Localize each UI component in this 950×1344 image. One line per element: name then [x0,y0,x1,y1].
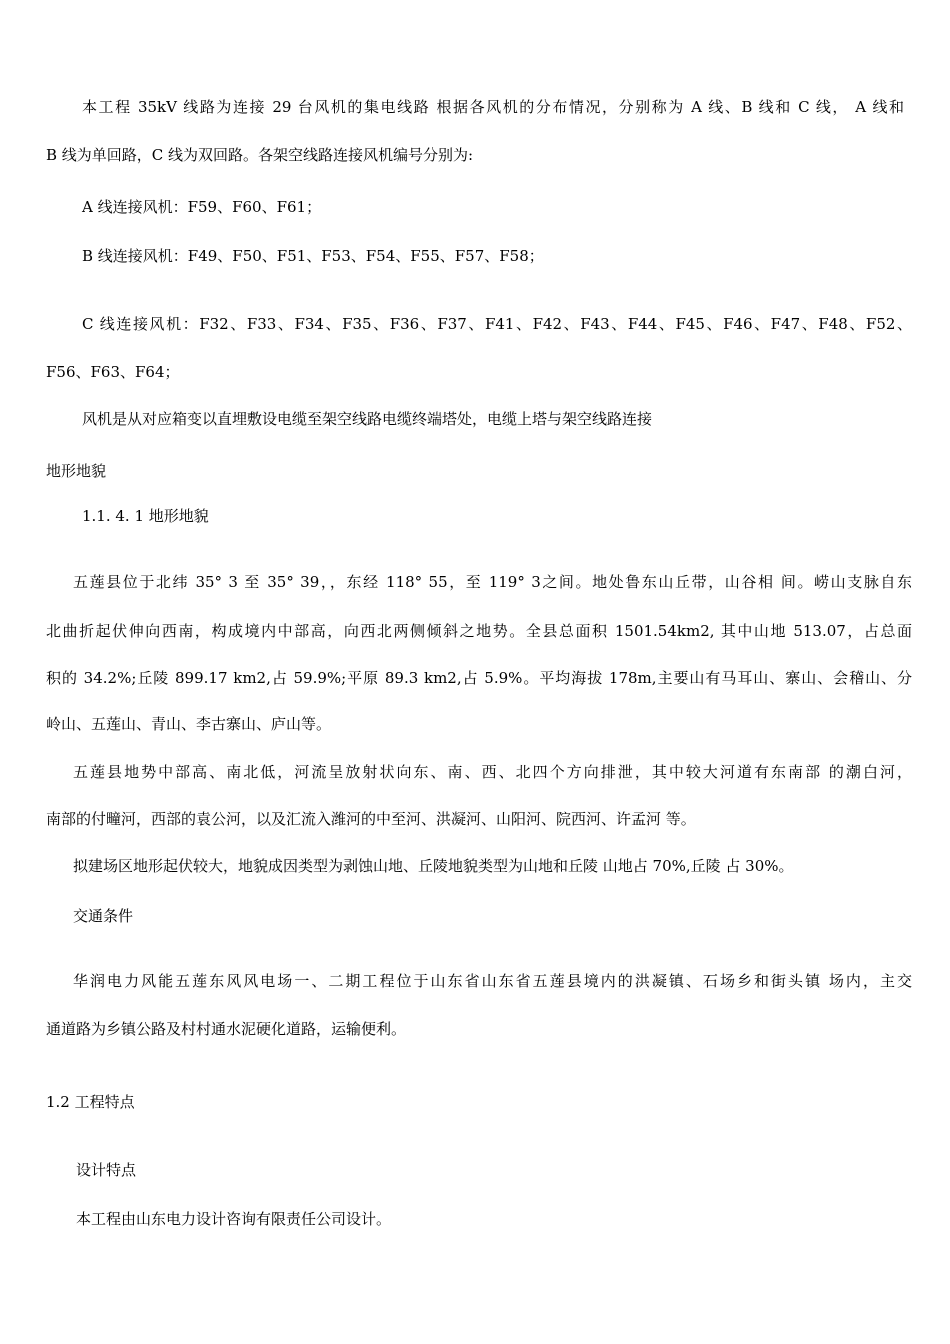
terrain-heading: 地形地貌 [46,462,107,480]
line-c-turbines-2: F56、F63、F64； [46,363,180,381]
section-1-2-heading: 1.2 工程特点 [46,1093,135,1111]
terrain-p3: 拟建场区地形起伏较大，地貌成因类型为剥蚀山地、丘陵地貌类型为山地和丘陵 山地占 70%,丘陵 占 30%。 [73,857,794,875]
design-features-text: 本工程由山东电力设计咨询有限责任公司设计。 [76,1210,392,1228]
terrain-p1-line-4: 岭山、五莲山、青山、李古寨山、庐山等。 [46,715,332,733]
cable-note: 风机是从对应箱变以直埋敷设电缆至架空线路电缆终端塔处，电缆上塔与架空线路连接 [82,410,653,428]
terrain-p1-line-1: 五莲县位于北纬 35° 3 至 35° 39，，东经 118° 55，至 119° 3之间。地处鲁东山丘带，山谷相 间。崂山支脉自东 [73,573,912,591]
traffic-line-1: 华润电力风能五莲东风风电场一、二期工程位于山东省山东省五莲县境内的洪凝镇、石场乡和街头镇 场内，主交 [73,972,912,990]
line-c-turbines-1: C 线连接风机：F32、F33、F34、F35、F36、F37、F41、F42、F43、F44、F45、F46、F47、F48、F52、 [82,315,912,333]
intro-line-1: 本工程 35kV 线路为连接 29 台风机的集电线路 根据各风机的分布情况，分别称为 A 线、B 线和 C 线， A 线和 [82,98,904,116]
line-a-turbines: A 线连接风机：F59、F60、F61； [82,198,322,216]
terrain-p1-line-2: 北曲折起伏伸向西南，构成境内中部高，向西北两侧倾斜之地势。全县总面积 1501.54km2, 其中山地 513.07，占总面 [46,622,912,640]
terrain-p2-line-1: 五莲县地势中部高、南北低，河流呈放射状向东、南、西、北四个方向排泄，其中较大河道有东南部 的潮白河， [73,763,912,781]
line-b-turbines: B 线连接风机：F49、F50、F51、F53、F54、F55、F57、F58； [82,247,544,265]
terrain-p1-line-3: 积的 34.2%;丘陵 899.17 km2,占 59.9%;平原 89.3 km2,占 5.9%。平均海拔 178m,主要山有马耳山、寨山、会稽山、分 [46,669,912,687]
intro-line-2: B 线为单回路，C 线为双回路。各架空线路连接风机编号分别为: [46,146,474,164]
traffic-line-2: 通道路为乡镇公路及村村通水泥硬化道路，运输便利。 [46,1020,407,1038]
terrain-p2-line-2: 南部的付疃河，西部的袁公河，以及汇流入潍河的中至河、洪凝河、山阳河、院西河、许孟河 等。 [46,810,696,828]
traffic-heading: 交通条件 [73,907,134,925]
design-features-heading: 设计特点 [76,1161,137,1179]
terrain-subheading: 1.1. 4. 1 地形地貌 [82,507,209,525]
